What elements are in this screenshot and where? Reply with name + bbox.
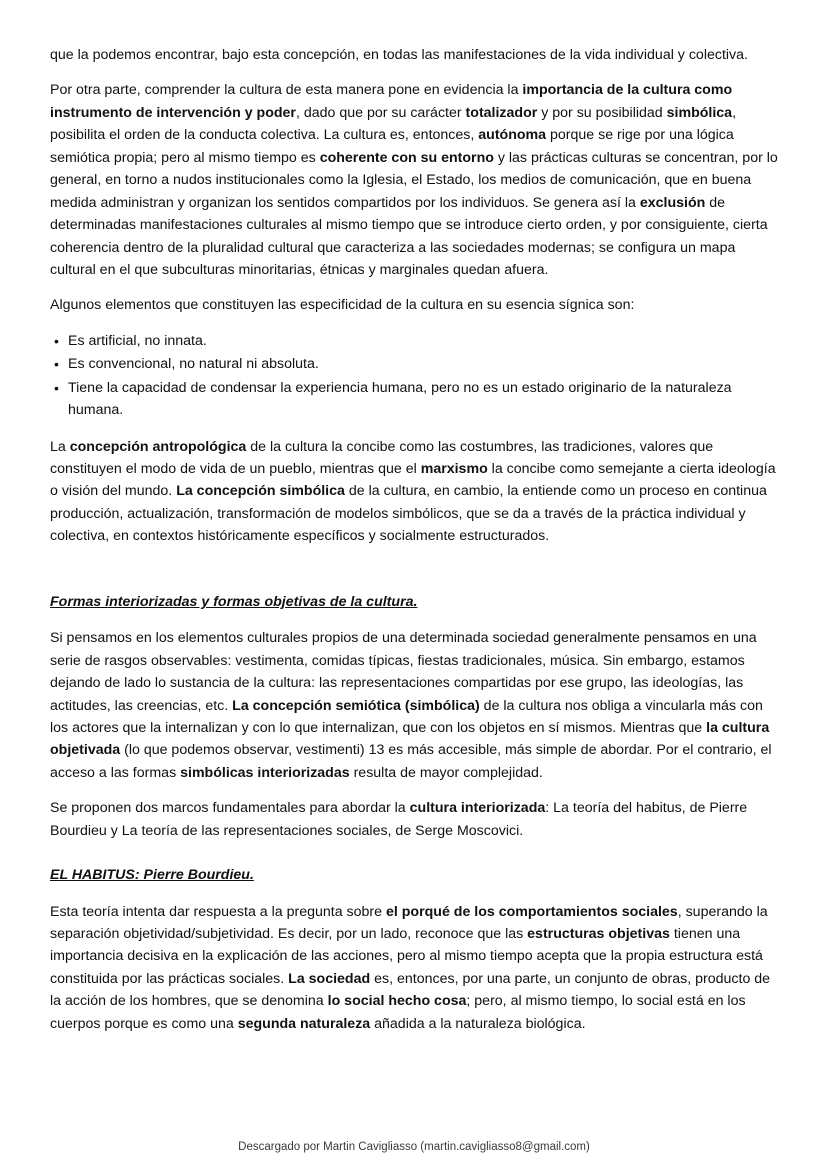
paragraph-elementos-intro: Algunos elementos que constituyen las especificidad de la cultura en su esencia sígnica son: [50,297,635,314]
paragraph-elementos-culturales: Si pensamos en los elementos culturales propios de una determinada sociedad generalmente pensamos en una serie de rasgos observables: vestimenta, comidas típicas, fiestas tradicionales, música. Sin embargo, estamos dejando de lado lo sustancia de la cultura: las representaciones compartidas por ese grupo, las ideologías, las actitudes, las creencias, etc. La concepción semiótica (simbólica) de la cultura nos obliga a vincularla más con los actores que la internalizan y con lo que internalizan, que con los objetos en sí mismos. Mientras que la cultura objetivada (lo que podemos observar, vestimenti) 13 es más accesible, más simple de abordar. Por el contrario, el acceso a las formas simbólicas interiorizadas resulta de mayor complejidad. [50,630,772,781]
bullet-condensar: • Tiene la capacidad de condensar la experiencia humana, pero no es un estado originario de la naturaleza humana. [50,377,778,422]
paragraph-teoria-habitus: Esta teoría intenta dar respuesta a la pregunta sobre el porqué de los comportamientos sociales, superando la separación objetividad/subjetividad. Es decir, por un lado, reconoce que las estructuras objetivas tienen una importancia decisiva en la explicación de las acciones, pero al mismo tiempo acepta que la propia estructura está constituida por las prácticas sociales. La sociedad es, entonces, por una parte, un conjunto de obras, producto de la acción de los hombres, que se denomina lo social hecho cosa; pero, al mismo tiempo, lo social está en los cuerpos porque es como una segunda naturaleza añadida a la naturaleza biológica. [50,903,771,1032]
paragraph-concepciones: La concepción antropológica de la cultura la concibe como las costumbres, las tradiciones, valores que constituyen el modo de vida de un pueblo, mientras que el marxismo la concibe como semejante a cierta ideología o visión del mundo. La concepción simbólica de la cultura, en cambio, la entiende como un proceso en continua producción, actualización, transformación de modelos simbólicos, que se da a través de la práctica individual y colectiva, en contextos históricamente específicos y socialmente estructurados. [50,438,776,545]
bullet-convencional: • Es convencional, no natural ni absoluta. [50,353,778,375]
paragraph-marcos-fundamentales: Se proponen dos marcos fundamentales para abordar la cultura interiorizada: La teoría del habitus, de Pierre Bourdieu y La teoría de las representaciones sociales, de Serge Moscovici. [50,800,748,839]
bullet-artificial: • Es artificial, no innata. [50,330,778,352]
document-body [50,44,778,1035]
section-spacer [50,561,778,567]
heading-formas-interiorizadas: Formas interiorizadas y formas objetivas de la cultura. [50,593,418,610]
heading-el-habitus: EL HABITUS: Pierre Bourdieu. [50,867,254,884]
download-footer: Descargado por Martin Cavigliasso (martin.cavigliasso8@gmail.com) [238,1141,590,1153]
bullet-list-especificidad [50,330,778,422]
paragraph-continuation: que la podemos encontrar, bajo esta concepción, en todas las manifestaciones de la vida individual y colectiva. [50,47,748,63]
paragraph-cultura-instrumento: Por otra parte, comprender la cultura de esta manera pone en evidencia la importancia de la cultura como instrumento de intervención y poder, dado que por su carácter totalizador y por su posibilidad simbólica, posibilita el orden de la conducta colectiva. La cultura es, entonces, autónoma porque se rige por una lógica semiótica propia; pero al mismo tiempo es coherente con su entorno y las prácticas culturas se concentran, por lo general, en torno a nudos institucionales como la Iglesia, el Estado, los medios de comunicación, que en buena medida administran y organizan los sentidos compartidos por los individuos. Se genera así la exclusión de determinadas manifestaciones culturales al mismo tiempo que se introduce cierto orden, y por consiguiente, cierta coherencia dentro de la pluralidad cultural que caracteriza a las sociedades modernas; se configura un mapa cultural en el que subculturas minoritarias, étnicas y marginales quedan afuera. [50,82,778,278]
